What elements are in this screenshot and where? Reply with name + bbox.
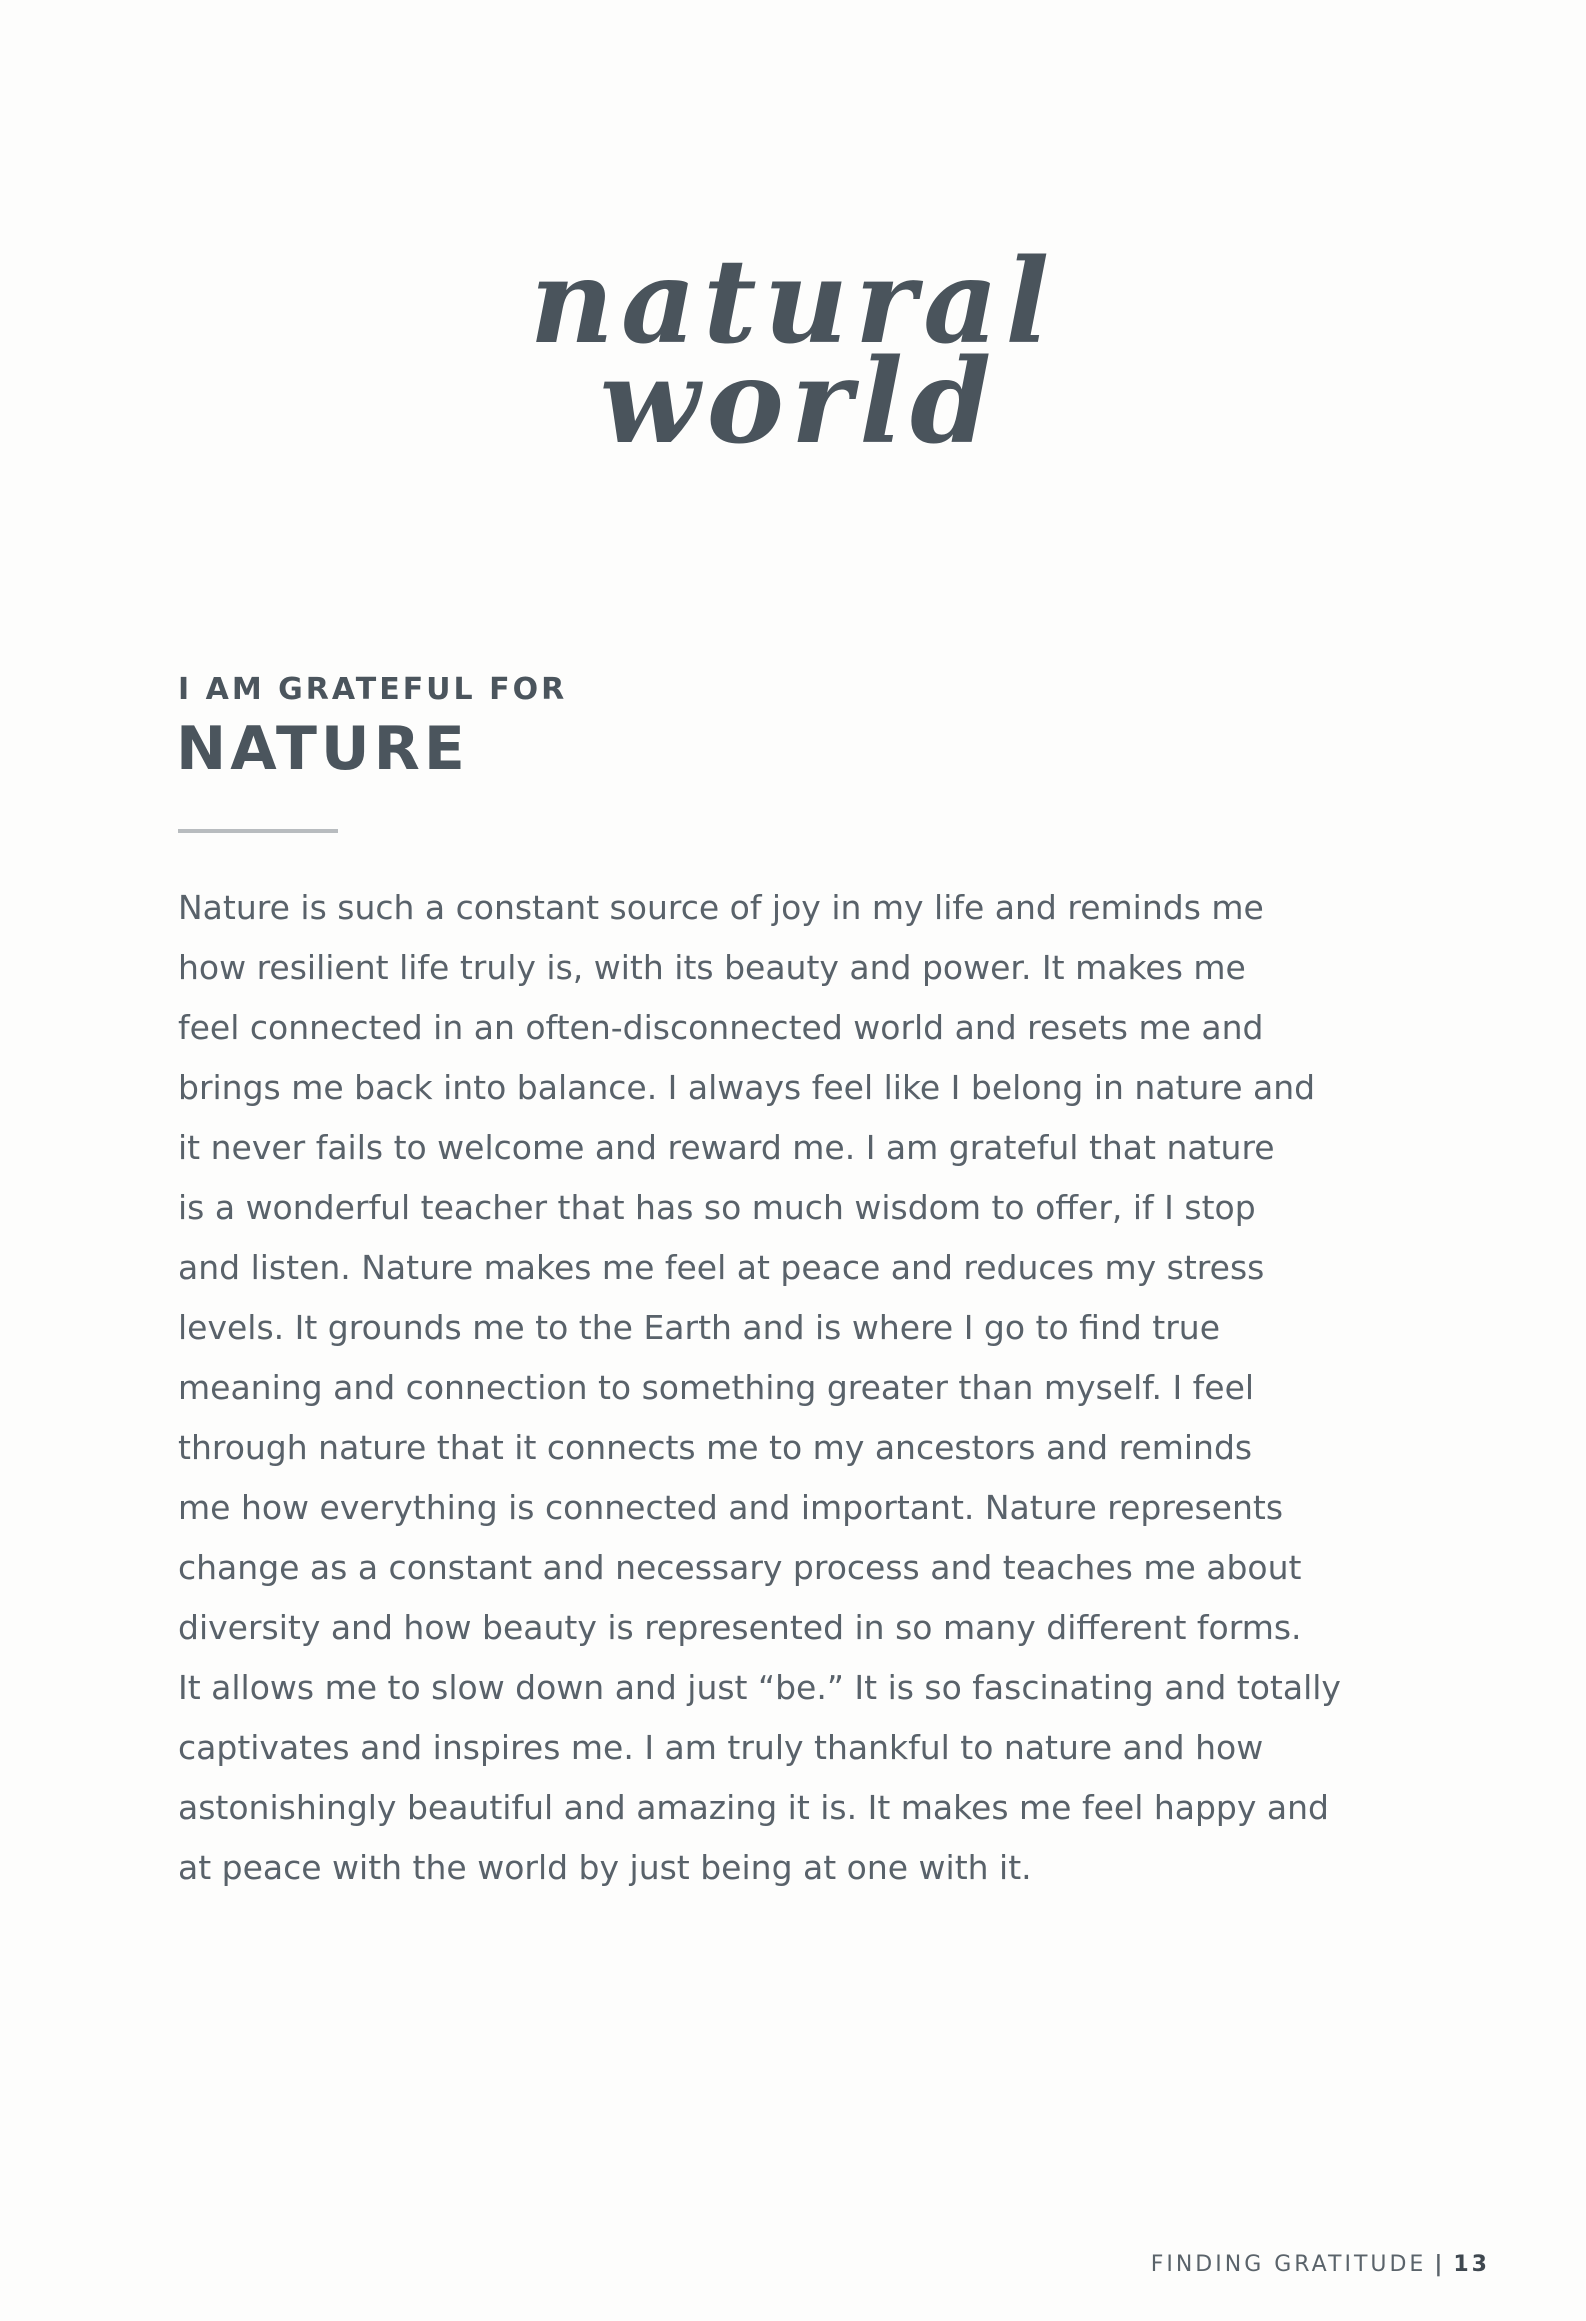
section-heading: NATURE bbox=[176, 714, 469, 784]
body-line: brings me back into balance. I always feel like I belong in nature and bbox=[178, 1068, 1316, 1107]
body-line: at peace with the world by just being at one with it. bbox=[178, 1848, 1032, 1887]
body-line: meaning and connection to something greater than myself. I feel bbox=[178, 1368, 1255, 1407]
page-footer bbox=[1151, 2252, 1490, 2277]
chapter-title-line-1: natural bbox=[529, 234, 1057, 370]
body-line: It allows me to slow down and just “be.” It is so fascinating and totally bbox=[178, 1668, 1341, 1707]
heading-divider bbox=[178, 829, 338, 833]
body-line: Nature is such a constant source of joy in my life and reminds me bbox=[178, 888, 1264, 927]
footer-book-title: FINDING GRATITUDE bbox=[1150, 2252, 1427, 2277]
chapter-title-line-2: world bbox=[599, 334, 999, 470]
chapter-title bbox=[0, 234, 1586, 470]
body-line: how resilient life truly is, with its beauty and power. It makes me bbox=[178, 948, 1246, 987]
body-line: captivates and inspires me. I am truly thankful to nature and how bbox=[178, 1728, 1264, 1767]
body-line: through nature that it connects me to my ancestors and reminds bbox=[178, 1428, 1253, 1467]
body-line: levels. It grounds me to the Earth and is where I go to find true bbox=[178, 1308, 1221, 1347]
body-paragraph bbox=[178, 878, 1408, 1898]
body-line: is a wonderful teacher that has so much wisdom to offer, if I stop bbox=[178, 1188, 1256, 1227]
section-kicker: I AM GRATEFUL FOR bbox=[178, 672, 568, 707]
body-line: feel connected in an often-disconnected world and resets me and bbox=[178, 1008, 1264, 1047]
page-number: 13 bbox=[1453, 2252, 1490, 2277]
body-line: change as a constant and necessary process and teaches me about bbox=[178, 1548, 1302, 1587]
body-line: astonishingly beautiful and amazing it is. It makes me feel happy and bbox=[178, 1788, 1329, 1827]
body-line: diversity and how beauty is represented in so many different forms. bbox=[178, 1608, 1302, 1647]
footer-separator: | bbox=[1434, 2252, 1446, 2277]
body-line: and listen. Nature makes me feel at peace and reduces my stress bbox=[178, 1248, 1265, 1287]
body-line: it never fails to welcome and reward me. I am grateful that nature bbox=[178, 1128, 1275, 1167]
body-line: me how everything is connected and important. Nature represents bbox=[178, 1488, 1284, 1527]
